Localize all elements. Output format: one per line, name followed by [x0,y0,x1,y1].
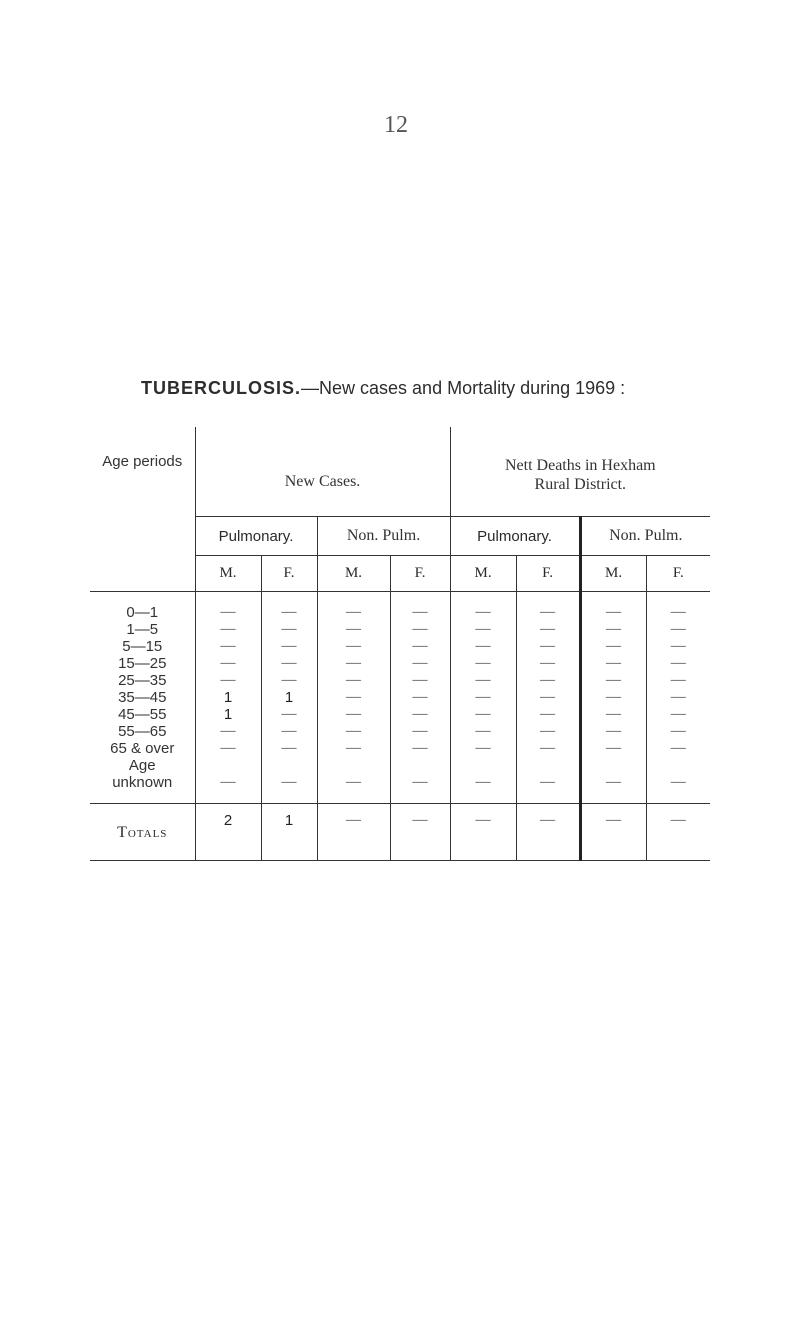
table-cell: — [261,621,317,638]
table-cell: — [540,655,556,671]
table-row [90,723,710,740]
table-cell: 2 [195,804,261,861]
table-cell: — [317,757,390,804]
tuberculosis-table [90,427,710,861]
title-rest: —New cases and Mortality during 1969 : [301,378,626,398]
table-cell: — [317,689,390,706]
table-cell: 1 [195,689,261,706]
age-period-label: 0—1 [90,592,195,622]
table-cell: — [670,706,686,722]
table-cell: — [580,621,646,638]
table-cell: — [540,740,556,756]
table-cell: — [580,723,646,740]
table-cell: — [450,655,516,672]
nett-deaths-line2: Rural District. [534,475,627,493]
table-cell: — [195,655,261,672]
table-row-age-unknown [90,757,710,804]
table-cell: — [390,689,450,706]
table-cell: — [261,592,317,622]
table-cell: — [450,638,516,655]
table-cell: 1 [195,706,261,723]
table-cell: — [261,655,317,672]
table-cell: — [195,621,261,638]
table-cell: — [670,672,686,688]
table-cell: — [670,774,686,790]
table-cell: — [317,723,390,740]
table-row [90,672,710,689]
table-cell: — [450,689,516,706]
table-cell: — [670,740,686,756]
table-cell: — [450,804,516,861]
table-cell: — [195,723,261,740]
table-cell: — [195,672,261,689]
table-cell: — [540,621,556,637]
age-period-label: 15—25 [90,655,195,672]
table-cell: — [195,592,261,622]
table-cell: — [390,723,450,740]
new-nonpulm-f-header: F. [390,556,450,592]
table-cell: — [580,706,646,723]
deaths-non-pulm-header: Non. Pulm. [580,517,710,556]
table-cell: — [580,689,646,706]
table-cell: — [580,804,646,861]
table-cell: — [195,638,261,655]
table-cell: — [580,592,646,622]
table-row-totals [90,804,710,861]
table-cell: 1 [261,804,317,861]
age-period-label: 55—65 [90,723,195,740]
totals-label: Totals [90,804,195,861]
table-cell: — [317,638,390,655]
table-cell: — [450,592,516,622]
table-cell: — [670,621,686,637]
age-unknown-line2: unknown [112,774,173,791]
table-cell: — [540,689,556,705]
table-cell: — [390,804,450,861]
death-nonpulm-f-header: F. [646,556,710,592]
table-cell: — [195,740,261,757]
new-cases-header: New Cases. [195,427,450,517]
table-cell: — [670,689,686,705]
table-cell: 1 [261,689,317,706]
table-cell: — [450,723,516,740]
new-pulm-m-header: M. [195,556,261,592]
new-pulmonary-header: Pulmonary. [195,517,317,556]
table-cell: — [450,672,516,689]
table-cell: — [317,621,390,638]
age-unknown-line1: Age [128,757,156,774]
table-row [90,706,710,723]
age-unknown-label [90,757,195,804]
table-cell: — [670,604,686,620]
table-cell: — [317,672,390,689]
table-cell: — [670,655,686,671]
age-periods-header: Age periods [90,427,195,592]
table-cell: — [317,655,390,672]
table-cell: — [540,774,556,790]
table-cell: — [540,812,556,828]
table-cell: — [450,740,516,757]
table-cell: — [390,592,450,622]
table-cell: — [261,672,317,689]
table-cell: — [390,638,450,655]
new-pulm-f-header: F. [261,556,317,592]
table-cell: — [390,672,450,689]
table-cell: — [670,638,686,654]
table-cell: — [540,604,556,620]
death-pulm-f-header: F. [516,556,580,592]
age-period-label: 65 & over [90,740,195,757]
age-period-label: 5—15 [90,638,195,655]
table-row [90,740,710,757]
age-period-label: 1—5 [90,621,195,638]
age-period-label: 35—45 [90,689,195,706]
table-cell: — [450,706,516,723]
table-cell: — [261,638,317,655]
table-cell: — [317,804,390,861]
title-bold: TUBERCULOSIS. [141,378,302,398]
table-cell: — [317,592,390,622]
table-body [90,592,710,861]
table-cell: — [540,638,556,654]
table-cell: — [261,706,317,723]
table-cell: — [670,723,686,739]
death-pulm-m-header: M. [450,556,516,592]
table-cell: — [261,740,317,757]
table-cell: — [580,655,646,672]
table-cell: — [390,621,450,638]
table-cell: — [390,706,450,723]
page-number: 12 [384,112,408,138]
nett-deaths-header [450,427,710,517]
table-cell: — [390,757,450,804]
table-row [90,621,710,638]
table-cell: — [390,740,450,757]
table-cell: — [450,621,516,638]
table-cell: — [580,672,646,689]
table-cell: — [540,706,556,722]
table-cell: — [540,723,556,739]
table-cell: — [670,812,686,828]
new-non-pulm-header: Non. Pulm. [317,517,450,556]
nett-deaths-line1: Nett Deaths in Hexham [504,456,656,474]
table-cell: — [261,757,317,804]
table-row [90,592,710,622]
table-row [90,655,710,672]
table-row [90,638,710,655]
table-row [90,689,710,706]
age-period-label: 25—35 [90,672,195,689]
death-nonpulm-m-header: M. [580,556,646,592]
table-cell: — [580,638,646,655]
table-cell: — [317,706,390,723]
new-nonpulm-m-header: M. [317,556,390,592]
table-cell: — [450,757,516,804]
table-cell: — [317,740,390,757]
table-cell: — [195,757,261,804]
deaths-pulmonary-header: Pulmonary. [450,517,580,556]
table-cell: — [580,740,646,757]
table-cell: — [540,672,556,688]
table-cell: — [390,655,450,672]
age-period-label: 45—55 [90,706,195,723]
table-cell: — [261,723,317,740]
table-cell: — [580,757,646,804]
page-title [141,378,625,399]
